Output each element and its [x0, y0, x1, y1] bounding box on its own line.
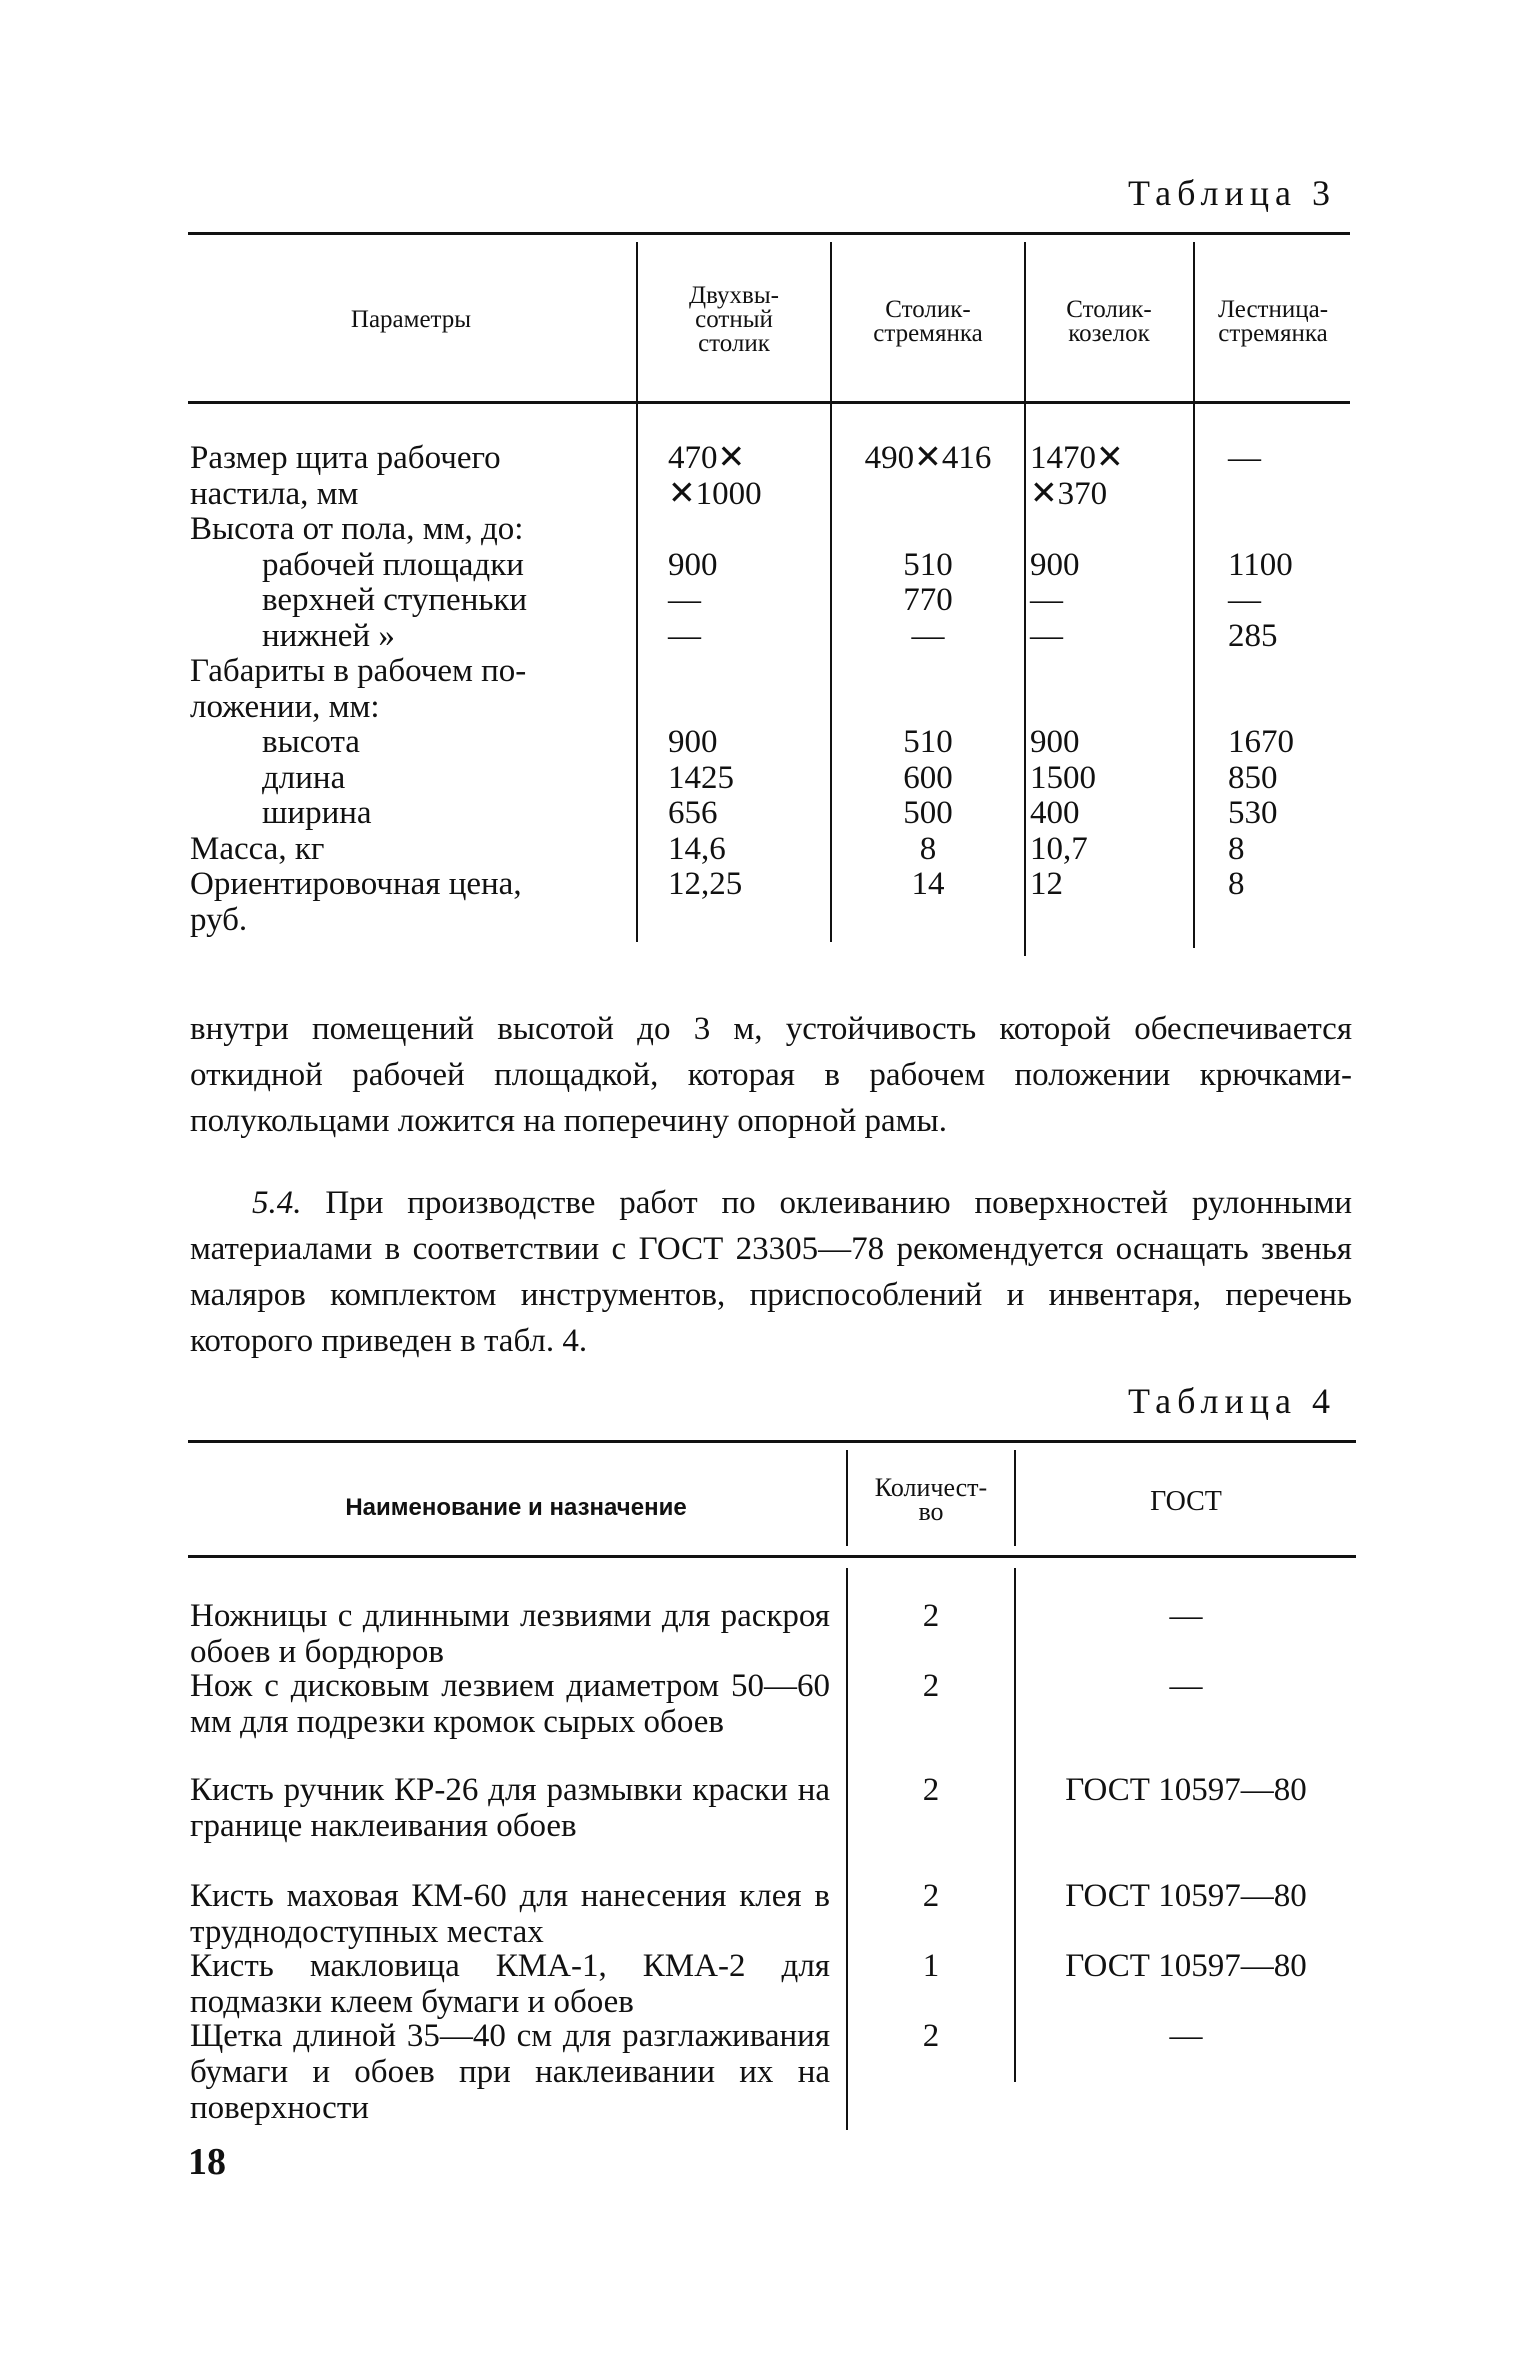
table4-row-qty: 2 [922, 1598, 940, 1634]
paragraph-continued: внутри помещений высотой до 3 м, устойчивость которой обеспечивается откидной рабочей площадкой, которая в рабочем положении крючками-полукольцами ложится на поперечину опорной рамы. [190, 1011, 1352, 1139]
table4-caption: Таблица 4 [1128, 1381, 1336, 1421]
table3-row-label: Масса, кг [190, 831, 325, 867]
table4-row-name: Нож с дисковым лезвием диаметром 50—60 мм для подрезки кромок сырых обоев [190, 1668, 830, 1740]
table3-row-label: Габариты в рабочем по- [190, 653, 527, 689]
table3-cell: 850 [1228, 760, 1278, 796]
table4-row-gost: — [1169, 1598, 1203, 1634]
table3-cell: 530 [1228, 795, 1278, 831]
table3-cell: — [1228, 582, 1261, 618]
table3-cell: 8 [919, 831, 937, 867]
table3-cell: 1470✕ [1030, 440, 1124, 476]
paragraph-5-4-number: 5.4. [252, 1185, 302, 1221]
table3-cell: 1100 [1228, 547, 1293, 583]
table3-cell: ✕1000 [668, 476, 762, 512]
table3-col-divider [1024, 242, 1026, 956]
table3-caption: Таблица 3 [1128, 173, 1336, 213]
table3-cell: — [1030, 618, 1063, 654]
table3-cell: 490✕416 [864, 440, 992, 476]
table4-header-name: Наименование и назначение [345, 1494, 687, 1521]
table3-row-label: ширина [262, 795, 372, 831]
table3-row-label: Ориентировочная цена, [190, 866, 522, 902]
table3-header-col3: Столик- козелок [1066, 296, 1152, 347]
table4-row-gost: — [1169, 1668, 1203, 1704]
table3-cell: ✕370 [1030, 476, 1108, 512]
table3-cell: — [1030, 582, 1063, 618]
table3-cell: 900 [1030, 547, 1080, 583]
table3-header-rule [188, 401, 1350, 404]
table4-row-name: Ножницы с длинными лезвиями для раскроя обоев и бордюров [190, 1598, 830, 1670]
table4-top-rule [188, 1440, 1356, 1443]
table3-cell: 8 [1228, 866, 1245, 902]
table3-cell: 12 [1030, 866, 1063, 902]
table3-cell: — [668, 582, 701, 618]
table3-cell: 900 [1030, 724, 1080, 760]
table3-cell: 1670 [1228, 724, 1294, 760]
table3-top-rule [188, 232, 1350, 235]
table4-row-qty: 2 [922, 1668, 940, 1704]
table3-row-label: Высота от пола, мм, до: [190, 511, 524, 547]
table4-header-rule [188, 1555, 1356, 1558]
table3-cell: — [911, 618, 945, 654]
table3-cell: 400 [1030, 795, 1080, 831]
table4-row-name: Кисть маховая КМ-60 для нанесения клея в труднодоступных местах [190, 1878, 830, 1950]
page-number: 18 [188, 2141, 226, 2183]
table4-row-name: Кисть ручник КР-26 для размывки краски на границе наклеивания обоев [190, 1772, 830, 1844]
table3-row-label: рабочей площадки [262, 547, 524, 583]
table3-cell: 12,25 [668, 866, 743, 902]
table3-cell: 510 [903, 547, 953, 583]
table3-cell: 900 [668, 724, 718, 760]
table3-row-label: настила, мм [190, 476, 359, 512]
table3-cell: 510 [903, 724, 953, 760]
table3-cell: 1425 [668, 760, 734, 796]
paragraph-5-4 [190, 1180, 1352, 1364]
table3-cell: 14,6 [668, 831, 726, 867]
table3-row-label: длина [262, 760, 346, 796]
paragraph-5-4-text: При производстве работ по оклеиванию поверхностей рулонными материалами в соответствии с ГОСТ 23305—78 рекомендуется оснащать звенья маляров комплектом инструментов, приспособлений и инвентаря, перечень которого приведен в табл. 4. [190, 1185, 1352, 1359]
table3-cell: 770 [903, 582, 953, 618]
table3-header-col4: Лестница- стремянка [1217, 296, 1329, 347]
table3-cell: 600 [903, 760, 953, 796]
table3-row-label: верхней ступеньки [262, 582, 528, 618]
table3-cell: 1500 [1030, 760, 1096, 796]
table3-row-label: руб. [190, 902, 248, 938]
table3-cell: 900 [668, 547, 718, 583]
table3-cell: 656 [668, 795, 718, 831]
table3-row-label: ложении, мм: [190, 689, 380, 725]
table3-col-divider [1193, 242, 1195, 948]
table4-row-qty: 2 [922, 1772, 940, 1808]
table4-row-name: Щетка длиной 35—40 см для разглаживания бумаги и обоев при наклеивании их на поверхности [190, 2018, 830, 2126]
table3-row-label: высота [262, 724, 360, 760]
table4-row-qty: 2 [922, 1878, 940, 1914]
table3-row-label: нижней » [262, 618, 395, 654]
table4-row-qty: 2 [922, 2018, 940, 2054]
table3-cell: 14 [911, 866, 945, 902]
table3-cell: 285 [1228, 618, 1278, 654]
table3-cell: 10,7 [1030, 831, 1088, 867]
table3-row-label: Размер щита рабочего [190, 440, 501, 476]
table3-cell: 500 [903, 795, 953, 831]
table3-header-col1: Двухвы- сотный столик [689, 282, 779, 357]
table4-row-gost: — [1169, 2018, 1203, 2054]
table3-cell: 470✕ [668, 440, 746, 476]
table3-cell: — [1228, 440, 1261, 476]
table3-header-col2: Столик- стремянка [873, 296, 983, 347]
table3-header-params: Параметры [350, 306, 472, 333]
table4-header-gost: ГОСТ [1150, 1486, 1222, 1517]
table4-col-divider [1014, 1568, 1016, 2082]
table4-row-gost: ГОСТ 10597—80 [1065, 1878, 1307, 1914]
table4-row-gost: ГОСТ 10597—80 [1065, 1772, 1307, 1808]
table4-row-qty: 1 [922, 1948, 940, 1984]
table4-row-name: Кисть макловица КМА-1, КМА-2 для подмазки клеем бумаги и обоев [190, 1948, 830, 2020]
table4-row-gost: ГОСТ 10597—80 [1065, 1948, 1307, 1984]
table3-col-divider [636, 242, 638, 942]
table4-header-qty: Количест- во [874, 1473, 988, 1526]
table3-cell: 8 [1228, 831, 1245, 867]
table3-col-divider [830, 242, 832, 942]
table3-cell: — [668, 618, 701, 654]
